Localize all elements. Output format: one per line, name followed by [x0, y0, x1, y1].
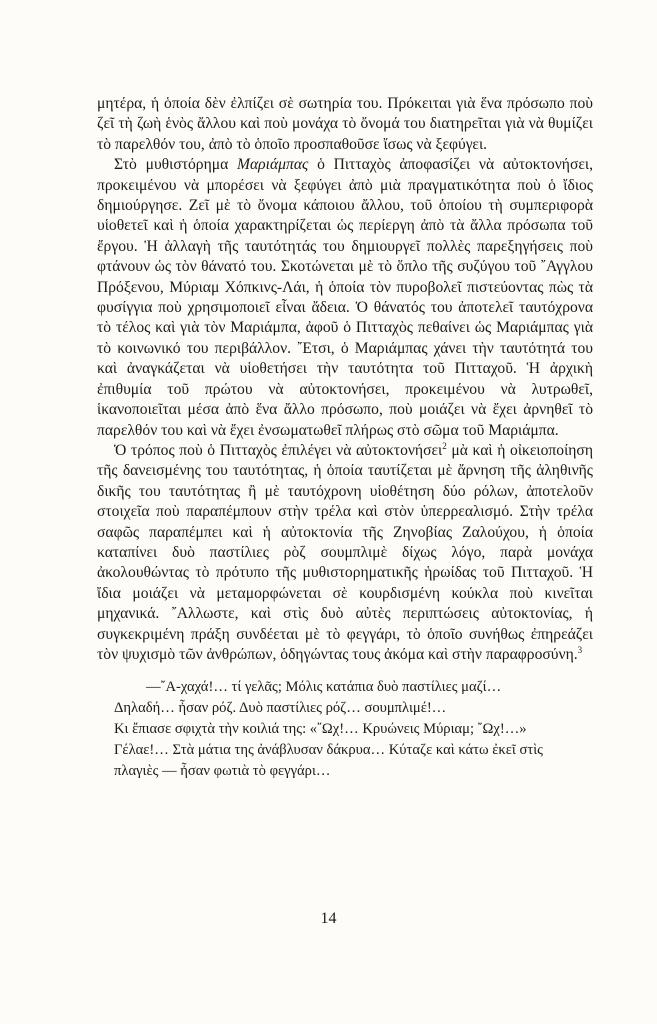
paragraph-1	[97, 94, 593, 155]
quote-line-1: —῎Α-χαχά!… τί γελᾶς; Μόλις κατάπια δυὸ παστίλιες μαζί…	[146, 679, 502, 696]
text-segment: ὁ Πιτταχὸς ἀποφασίζει νὰ αὐτοκτονήσει, προκειμένου νὰ μπορέσει νὰ ξεφύγει ἀπὸ μιὰ πραγματικότητα ποὺ ὁ ἴδιος δημιούργησε. Ζεῖ μὲ τὸ ὄνομα κάποιου ἄλλου, τοῦ ὁποίου τὴ συμπεριφορὰ υἱοθετεῖ καὶ ἡ ὁποία χαρακτηρίζεται ὡς περίεργη ἀπὸ τὰ ἄλλα πρόσωπα τοῦ ἔργου. Ἡ ἀλλαγὴ τῆς ταυτότητάς του δημιουργεῖ πολλὲς παρεξηγήσεις ποὺ φτάνουν ὡς τὸν θάνατό του. Σκοτώνεται μὲ τὸ ὅπλο τῆς συζύγου τοῦ ῎Αγγλου Πρόξενου, Μύριαμ Χόπκινς-Λάι, ἡ ὁποία τὸν πυροβολεῖ πιστεύοντας πὼς τὰ φυσίγγια ποὺ χρησιμοποιεῖ εἶναι ἄδεια. Ὁ θάνατός του ἀποτελεῖ ταυτόχρονα τὸ τέλος καὶ γιὰ τὸν Μαριάμπα, ἀφοῦ ὁ Πιτταχὸς πεθαίνει ὡς Μαριάμπας γιὰ τὸ κοινωνικό του περιβάλλον. ῎Ετσι, ὁ Μαριάμπας χάνει τὴν ταυτότητά του καὶ ἀναγκάζεται νὰ υἱοθετήσει τὴν ταυτότητα τοῦ Πιτταχοῦ. Ἡ ἀρχικὴ ἐπιθυμία τοῦ πρώτου νὰ αὐτοκτονήσει, προκειμένου νὰ λυτρωθεῖ, ἱκανοποιεῖται μέσα ἀπὸ ἕνα ἄλλο πρόσωπο, ποὺ μοιάζει νὰ ἔχει ἀρνηθεῖ τὸ παρελθόν του καὶ νὰ ἔχει ἐνσωματωθεῖ πλήρως στὸ σῶμα τοῦ Μαριάμπα.	[97, 156, 593, 439]
paragraph-3	[97, 441, 593, 665]
footnote-ref: 2	[442, 440, 447, 451]
page-body	[97, 94, 593, 782]
block-quote	[97, 677, 593, 782]
quote-line-3: Κι ἔπιασε σφιχτὰ τὴν κοιλιά της: «῎Ωχ!… Κρυώνεις Μύριαμ; ῎Ωχ!…»	[114, 721, 527, 738]
text-segment: μὰ καὶ ἡ οἰκειοποίηση τῆς δανεισμένης του ταυτότητας, ἡ ὁποία ταυτίζεται μὲ ἄρνηση τῆς ἀληθινῆς δικῆς του ταυτότητας ἢ μὲ ταυτόχρονη υἱοθέτηση δύο ρόλων, ἀποτελοῦν στοιχεῖα ποὺ παραπέμπουν στὴν τρέλα καὶ στὸν ὑπερρεαλισμό. Στὴν τρέλα σαφῶς παραπέμπει καὶ ἡ αὐτοκτονία τῆς Ζηνοβίας Ζαλούχου, ἡ ὁποία καταπίνει δυὸ παστίλιες ρὸζ σουμπλιμὲ δίχως λόγο, παρὰ μονάχα ἀκολουθώντας τὸ πρότυπο τῆς μυθιστορηματικῆς ἡρωίδας τοῦ Πιτταχοῦ. Ἡ ἴδια μοιάζει νὰ μεταμορφώνεται σὲ κουρδισμένη κούκλα ποὺ κινεῖται μηχανικά. ῎Αλλωστε, καὶ στὶς δυὸ αὐτὲς περιπτώσεις αὐτοκτονίας, ἡ συγκεκριμένη πράξη συνδέεται μὲ τὸ φεγγάρι, τὸ ὁποῖο συνήθως ἐπηρεάζει τὸν ψυχισμὸ τῶν ἀνθρώπων, ὁδηγώντας τους ἀκόμα καὶ στὴν παραφροσύνη.	[97, 441, 593, 663]
footnote-ref: 3	[577, 644, 583, 655]
quote-line-5: πλαγιὲς — ἦσαν φωτιὰ τὸ φεγγάρι…	[114, 763, 331, 780]
text-segment: Ὁ τρόπος ποὺ ὁ Πιτταχὸς ἐπιλέγει νὰ αὐτοκτονήσει	[114, 441, 443, 459]
page-number: 14	[320, 910, 337, 927]
quote-line-4: Γέλαε!… Στὰ μάτια της ἀνάβλυσαν δάκρυα… Κύταζε καὶ κάτω ἐκεῖ στὶς	[114, 742, 543, 759]
text-segment: μητέρα, ἡ ὁποία δὲν ἐλπίζει σὲ σωτηρία του. Πρόκειται γιὰ ἕνα πρόσωπο ποὺ ζεῖ τὴ ζωὴ ἑνὸς ἄλλου καὶ ποὺ μονάχα τὸ ὄνομά του διατηρεῖται γιὰ νὰ θυμίζει τὸ παρελθόν του, ἀπὸ τὸ ὁποῖο προσπαθοῦσε ἴσως νὰ ξεφύγει.	[97, 95, 593, 153]
italic-title: Μαριάμπας	[237, 156, 309, 174]
text-segment: Στὸ μυθιστόρημα	[114, 156, 237, 174]
paragraph-2	[97, 155, 593, 441]
quote-line-2: Δηλαδή… ἦσαν ρόζ. Δυὸ παστίλιες ρόζ… σουμπλιμέ!…	[114, 700, 447, 717]
